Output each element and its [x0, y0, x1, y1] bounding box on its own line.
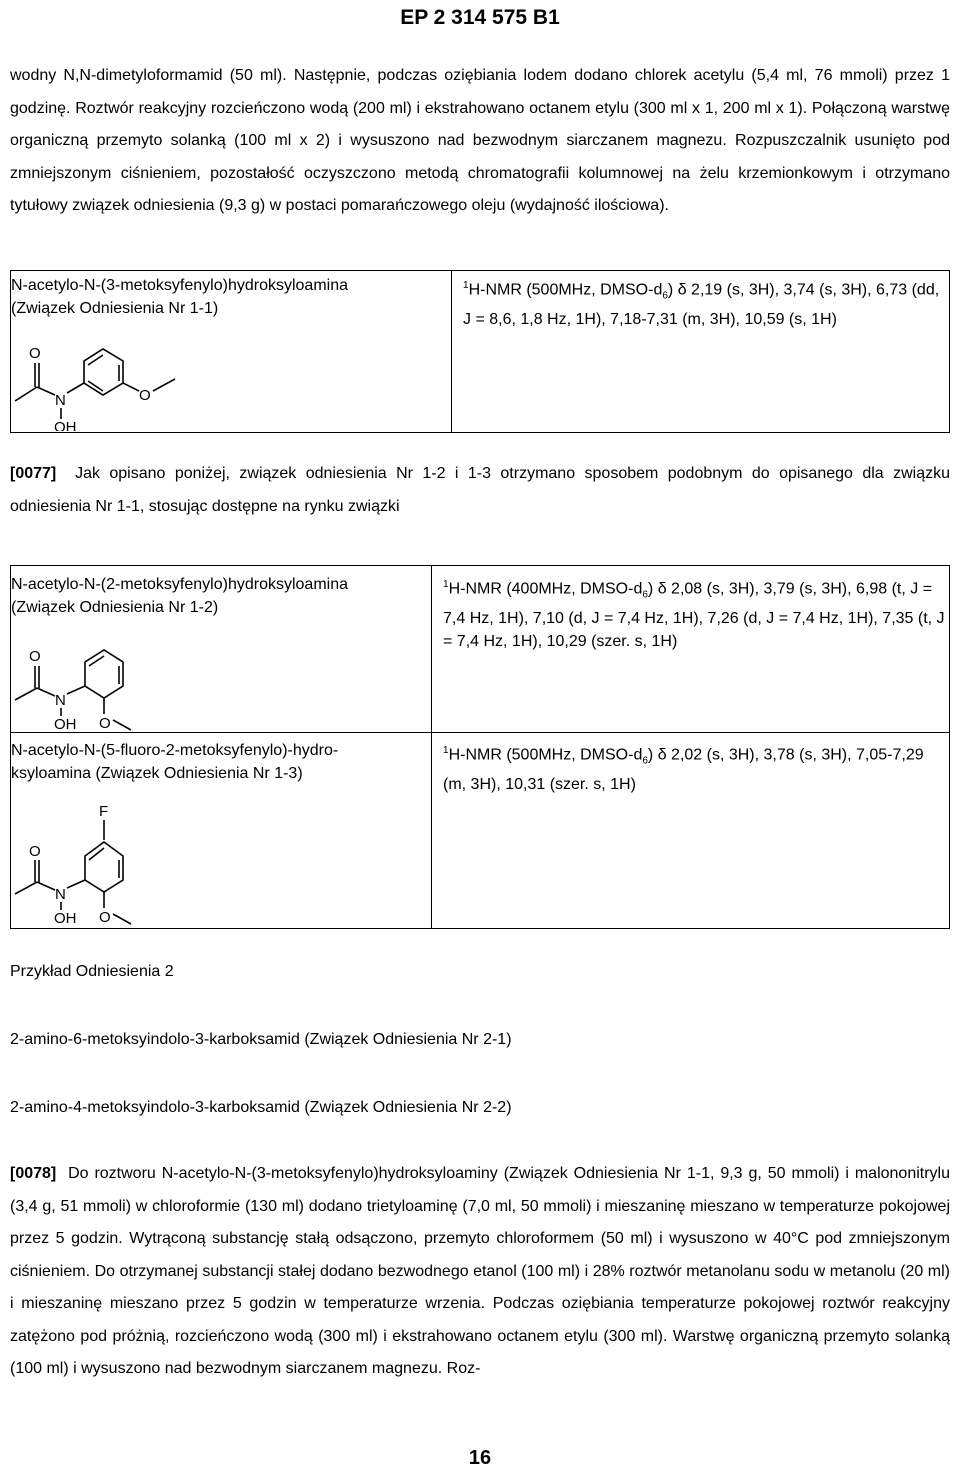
compound-name-1-3: N-acetylo-N-(5-fluoro-2-metoksyfenylo)-hydro- ksyloamina (Związek Odniesienia Nr 1-3): [11, 742, 339, 782]
atom-oh: OH: [54, 716, 77, 732]
atom-o-methoxy: O: [99, 715, 111, 732]
atom-oh: OH: [54, 910, 77, 926]
compound-name-1-2: N-acetylo-N-(2-metoksyfenylo)hydroksyloamina (Związek Odniesienia Nr 1-2): [11, 576, 348, 616]
atom-o: O: [29, 345, 41, 362]
compound-name: N-acetylo-N-(3-metoksyfenylo)hydroksyloamina (Związek Odniesienia Nr 1-1): [11, 277, 348, 317]
atom-f: F: [99, 803, 109, 820]
example-heading: Przykład Odniesienia 2: [10, 963, 174, 980]
structure-1-1: [11, 341, 191, 431]
nmr-data-1-3: $^1$H-NMR (500MHz, DMSO-$d_6$) δ 2,02 (s, 3H), 3,78 (s, 3H), 7,05-7,29 (m, 3H), 10,31 (szer. s, 1H): [443, 745, 924, 793]
atom-o: O: [29, 843, 41, 860]
structure-1-2: [11, 644, 151, 732]
compound-table: [10, 565, 950, 929]
atom-o-methoxy: O: [99, 909, 111, 926]
paragraph-0078: [0078] Do roztworu N-acetylo-N-(3-metoksyfenylo)hydroksyloaminy (Związek Odniesienia Nr 1-1, 9,3 g, 50 mmoli) i malononitrylu (3,4 g, 51 mmoli) w chloroformie (130 ml) dodano trietyloaminę (7,0 ml, 50 mmoli) i mieszaninę mieszano w temperaturze pokojowej przez 5 godzin. Wytrąconą substancję stałą odsączono, przemyto chloroformem (50 ml) i wysuszono w 40°C pod zmniejszonym ciśnieniem. Do otrzymanej substancji stałej dodano bezwodnego etanol (100 ml) i 28% roztwór metanolanu sodu w metanolu (20 ml) i mieszaninę mieszano przez 5 godzin w temperaturze wrzenia. Podczas oziębiania temperaturze pokojowej roztwór reakcyjny zatężono pod próżnią, rozcieńczono wodą (300 ml) i ekstrahowano octanem etylu (300 ml). Warstwę organiczną przemyto solanką (100 ml) i wysuszono nad bezwodnym siarczanem magnezu. Roz-: [10, 1165, 950, 1377]
atom-o-methoxy: O: [139, 387, 151, 404]
atom-n: N: [55, 886, 66, 903]
compound-2-2: 2-amino-4-metoksyindolo-3-karboksamid (Związek Odniesienia Nr 2-2): [10, 1099, 512, 1116]
atom-n: N: [55, 692, 66, 709]
atom-n: N: [55, 392, 66, 409]
compound-2-1: 2-amino-6-metoksyindolo-3-karboksamid (Związek Odniesienia Nr 2-1): [10, 1031, 512, 1048]
paragraph-number: [0077]: [10, 465, 57, 482]
nmr-data-1-2: $^1$H-NMR (400MHz, DMSO-$d_6$) δ 2,08 (s, 3H), 3,79 (s, 3H), 6,98 (t, J = 7,4 Hz, 1H), 7,10 (d, J = 7,4 Hz, 1H), 7,26 (d, J = 7,4 Hz, 1H), 7,35 (t, J = 7,4 Hz, 1H), 10,29 (szer. s, 1H): [443, 579, 945, 650]
structure-1-3: [11, 802, 151, 926]
intro-paragraph: wodny N,N-dimetyloformamid (50 ml). Następnie, podczas oziębiania lodem dodano chlorek acetylu (5,4 ml, 76 mmoli) przez 1 godzinę. Roztwór reakcyjny rozcieńczono wodą (200 ml) i ekstrahowano octanem etylu (300 ml x 1, 200 ml x 1). Połączoną warstwę organiczną przemyto solanką (100 ml x 2) i wysuszono nad bezwodnym siarczanem magnezu. Rozpuszczalnik usunięto pod zmniejszonym ciśnieniem, pozostałość oczyszczono metodą chromatografii kolumnowej na żelu krzemionkowym i otrzymano tytułowy związek odniesienia (9,3 g) w postaci pomarańczowego oleju (wydajność ilościowa).: [10, 67, 950, 214]
paragraph-0077: [0077] Jak opisano poniżej, związek odniesienia Nr 1-2 i 1-3 otrzymano sposobem podobnym do opisanego dla związku odniesienia Nr 1-1, stosując dostępne na rynku związki: [10, 465, 951, 515]
atom-oh: OH: [54, 419, 77, 431]
compound-block-1-1: [10, 270, 950, 433]
nmr-data: $^1$H-NMR (500MHz, DMSO-$d_6$) δ 2,19 (s, 3H), 3,74 (s, 3H), 6,73 (dd, J = 8,6, 1,8 Hz, 1H), 7,18-7,31 (m, 3H), 10,59 (s, 1H): [463, 280, 940, 328]
paragraph-number: [0078]: [10, 1165, 57, 1182]
atom-o: O: [29, 648, 41, 665]
document-number: EP 2 314 575 B1: [400, 6, 560, 29]
page-number: 16: [468, 1447, 492, 1469]
